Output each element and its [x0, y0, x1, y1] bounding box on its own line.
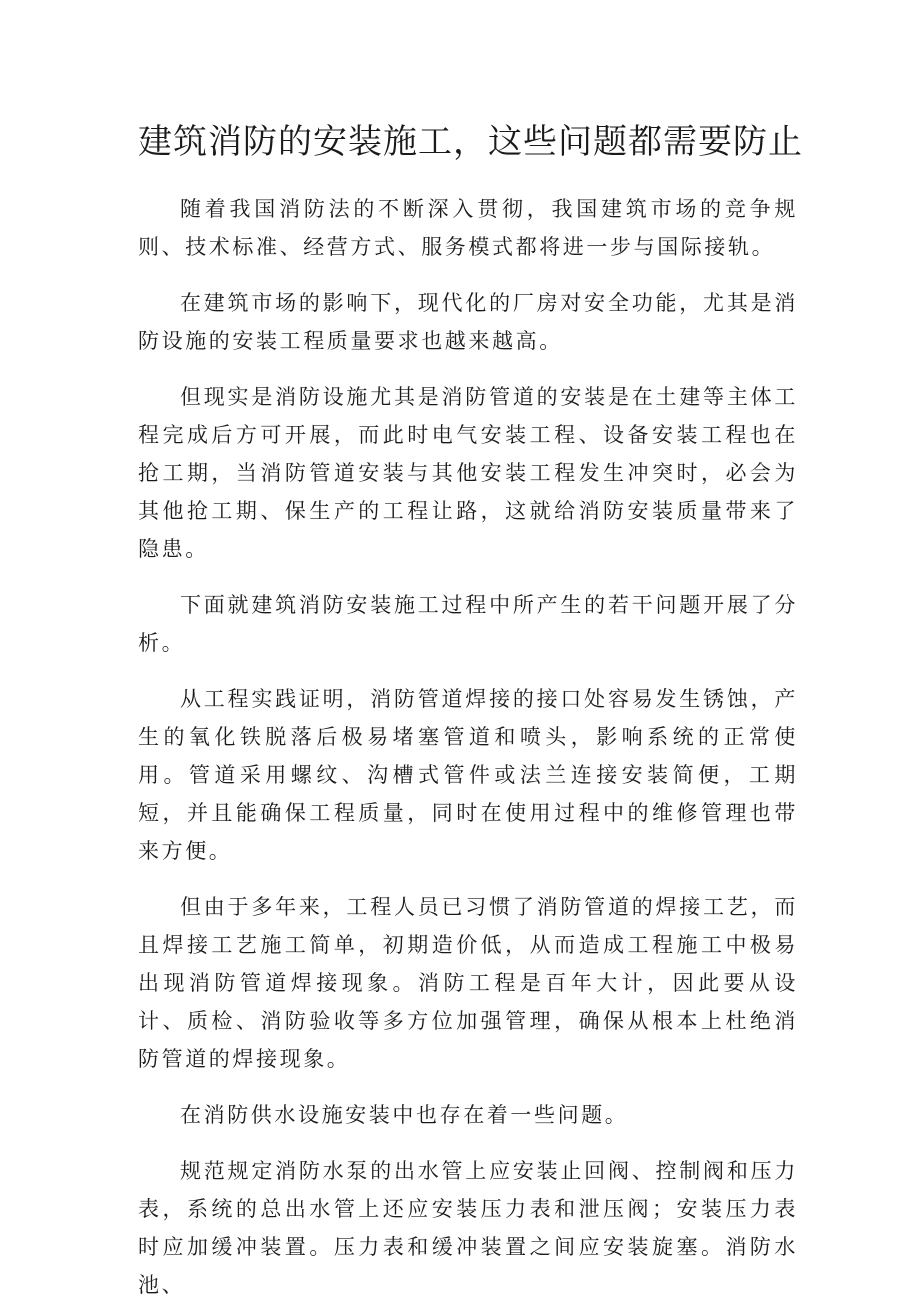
paragraph-7: 在消防供水设施安装中也存在着一些问题。 [180, 1103, 629, 1127]
paragraph-8: 规范规定消防水泵的出水管上应安装止回阀、控制阀和压力表，系统的总出水管上还应安装压力表和泄压阀；安装压力表时应加缓冲装置。压力表和缓冲装置之间应安装旋塞。消防水池、 [138, 1159, 798, 1297]
paragraph-2: 在建筑市场的影响下，现代化的厂房对安全功能，尤其是消防设施的安装工程质量要求也越来越高。 [138, 291, 798, 353]
paragraph-3: 但现实是消防设施尤其是消防管道的安装是在土建等主体工程完成后方可开展，而此时电气安装工程、设备安装工程也在抢工期，当消防管道安装与其他安装工程发生冲突时，必会为其他抢工期、保生产的工程让路，这就给消防安装质量带来了隐患。 [138, 385, 798, 561]
document-title: 建筑消防的安装施工，这些问题都需要防止 [138, 122, 803, 162]
paragraph-5: 从工程实践证明，消防管道焊接的接口处容易发生锈蚀，产生的氧化铁脱落后极易堵塞管道和喷头，影响系统的正常使用。管道采用螺纹、沟槽式管件或法兰连接安装简便，工期短，并且能确保工程质量，同时在使用过程中的维修管理也带来方便。 [138, 687, 798, 863]
paragraph-6: 但由于多年来，工程人员已习惯了消防管道的焊接工艺，而且焊接工艺施工简单，初期造价低，从而造成工程施工中极易出现消防管道焊接现象。消防工程是百年大计，因此要从设计、质检、消防验收等多方位加强管理，确保从根本上杜绝消防管道的焊接现象。 [138, 895, 798, 1071]
paragraph-4: 下面就建筑消防安装施工过程中所产生的若干问题开展了分析。 [138, 593, 798, 655]
paragraph-1: 随着我国消防法的不断深入贯彻，我国建筑市场的竞争规则、技术标准、经营方式、服务模式都将进一步与国际接轨。 [138, 197, 798, 259]
